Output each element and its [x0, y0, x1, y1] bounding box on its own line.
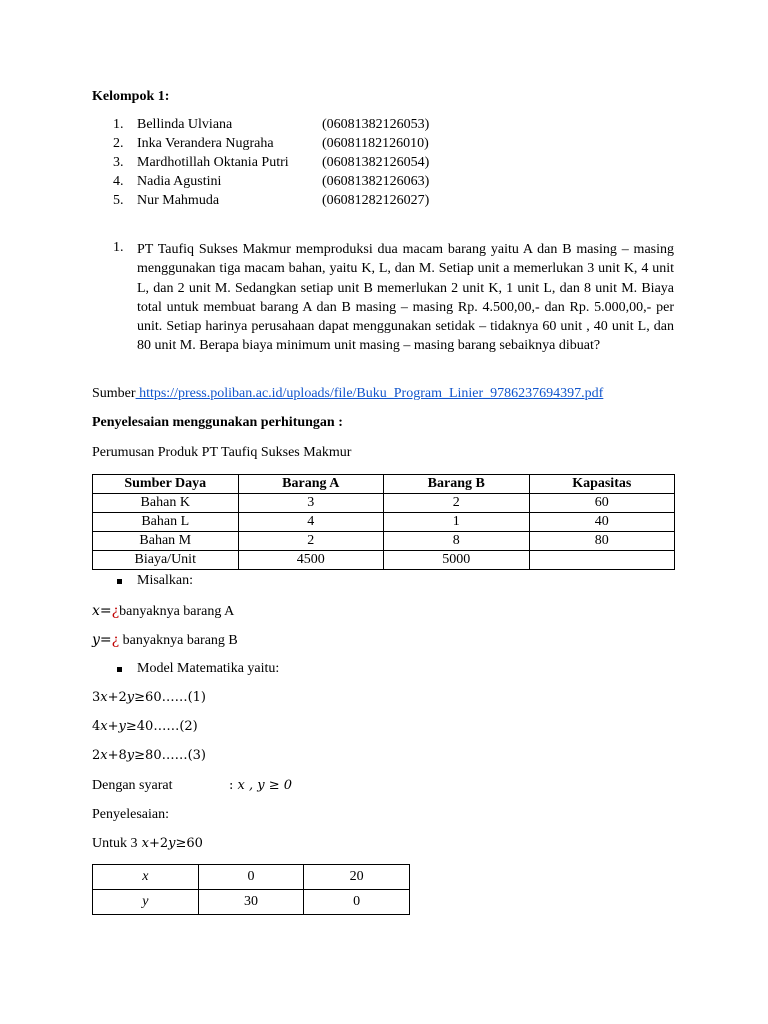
member-number: 3.	[113, 155, 124, 170]
constraint-2: 4x+y≥40……(2)	[92, 719, 198, 734]
equals-sign: =	[99, 603, 112, 619]
intercept-table	[92, 864, 410, 915]
inverted-question-mark: ¿	[111, 603, 120, 619]
table-cell: 3	[238, 494, 384, 513]
variable-x-definition	[92, 603, 234, 620]
untuk-line: Untuk 3 x+2y≥60	[92, 836, 203, 851]
coefficient: +2	[148, 836, 169, 851]
bullet-icon	[117, 667, 122, 672]
colon: :	[229, 778, 238, 793]
variable-y-text: banyaknya barang B	[119, 633, 238, 648]
constraint-rhs: ≥60	[175, 836, 203, 851]
table-row	[93, 532, 675, 551]
table-header-cell: Sumber Daya	[93, 475, 239, 494]
table-row	[93, 551, 675, 570]
bullet-icon	[117, 579, 122, 584]
constraint-3: 2x+8y≥80……(3)	[92, 748, 207, 763]
member-id: (06081382126054)	[322, 155, 430, 170]
source-link[interactable]: https://press.poliban.ac.id/uploads/file/Buku_Program_Linier_9786237694397.pdf	[135, 386, 604, 401]
table-cell: Biaya/Unit	[93, 551, 239, 570]
table-cell: 0	[304, 890, 410, 915]
penyelesaian-label: Penyelesaian:	[92, 807, 169, 822]
coefficient: 3	[92, 690, 101, 705]
coefficient: +	[107, 719, 119, 734]
constraint-rhs: ≥60……(1)	[134, 690, 207, 705]
member-name: Nur Mahmuda	[137, 193, 220, 208]
table-cell: 2	[384, 494, 530, 513]
misalkan-label: Misalkan:	[137, 573, 193, 588]
member-id: (06081382126063)	[322, 174, 430, 189]
coefficient: 2	[92, 748, 101, 763]
table-cell: 8	[384, 532, 530, 551]
variable-y: y	[92, 632, 100, 648]
member-name: Inka Verandera Nugraha	[137, 136, 274, 151]
table-cell: 4	[238, 513, 384, 532]
table-title: Perumusan Produk PT Taufiq Sukses Makmur	[92, 445, 352, 460]
table-cell: 60	[529, 494, 675, 513]
table-header-cell: Barang B	[384, 475, 530, 494]
member-id: (06081182126010)	[322, 136, 429, 151]
member-id: (06081382126053)	[322, 117, 430, 132]
table-row	[93, 890, 410, 915]
member-number: 2.	[113, 136, 124, 151]
source-label: Sumber	[92, 386, 136, 401]
solution-heading: Penyelesaian menggunakan perhitungan :	[92, 415, 343, 430]
table-row	[93, 513, 675, 532]
source-line	[92, 386, 603, 402]
member-name: Bellinda Ulviana	[137, 117, 233, 132]
constraint-rhs: ≥80……(3)	[134, 748, 207, 763]
table-cell: 30	[198, 890, 304, 915]
member-number: 4.	[113, 174, 124, 189]
table-cell: Bahan K	[93, 494, 239, 513]
table-cell	[529, 551, 675, 570]
table-header-cell: Kapasitas	[529, 475, 675, 494]
table-cell: 1	[384, 513, 530, 532]
constraint-rhs: ≥40……(2)	[125, 719, 198, 734]
table-row	[93, 865, 410, 890]
inverted-question-mark: ¿	[111, 632, 120, 648]
equals-sign: =	[99, 632, 112, 648]
variable-x-text: banyaknya barang A	[119, 604, 235, 619]
coefficient: +8	[107, 748, 127, 763]
table-cell: 80	[529, 532, 675, 551]
table-cell: Bahan L	[93, 513, 239, 532]
coefficient: 4	[92, 719, 101, 734]
table-cell: x	[93, 865, 199, 890]
table-cell: 20	[304, 865, 410, 890]
condition-expression	[229, 778, 292, 793]
coefficient: +2	[107, 690, 127, 705]
member-name: Mardhotillah Oktania Putri	[137, 155, 289, 170]
table-cell: y	[93, 890, 199, 915]
member-number: 1.	[113, 117, 124, 132]
production-table	[92, 474, 675, 570]
member-id: (06081282126027)	[322, 193, 430, 208]
member-name: Nadia Agustini	[137, 174, 222, 189]
problem-number: 1.	[113, 240, 124, 255]
model-label: Model Matematika yaitu:	[137, 661, 280, 676]
constraint-1: 3x+2y≥60……(1)	[92, 690, 207, 705]
group-heading: Kelompok 1:	[92, 89, 170, 104]
table-cell: Bahan M	[93, 532, 239, 551]
untuk-label: Untuk 3	[92, 836, 138, 851]
problem-statement: PT Taufiq Sukses Makmur memproduksi dua macam barang yaitu A dan B masing – masing menggunakan tiga macam bahan, yaitu K, L, dan M. Setiap unit a memerlukan 3 unit K, 4 unit L, dan 2 unit M. Sedangkan setiap unit B memerlukan 2 unit K, 1 unit L, dan 8 unit M. Biaya total untuk membuat barang A dan B masing – masing Rp. 4.500,00,- dan Rp. 5.000,00,- per unit. Setiap harinya perusahaan dapat menggunakan setidak – tidaknya 60 unit , 40 unit L, dan 80 unit M. Berapa biaya minimum unit masing – masing barang sebaiknya dibuat?	[137, 242, 674, 354]
member-number: 5.	[113, 193, 124, 208]
table-cell: 40	[529, 513, 675, 532]
table-header-row	[93, 475, 675, 494]
table-cell: 4500	[238, 551, 384, 570]
table-cell: 5000	[384, 551, 530, 570]
table-cell: 2	[238, 532, 384, 551]
condition-value: x , y ≥ 0	[237, 778, 293, 793]
variable-x: x	[92, 603, 100, 619]
variable-y-definition	[92, 632, 238, 649]
table-row	[93, 494, 675, 513]
condition-label: Dengan syarat	[92, 778, 173, 793]
table-cell: 0	[198, 865, 304, 890]
table-header-cell: Barang A	[238, 475, 384, 494]
